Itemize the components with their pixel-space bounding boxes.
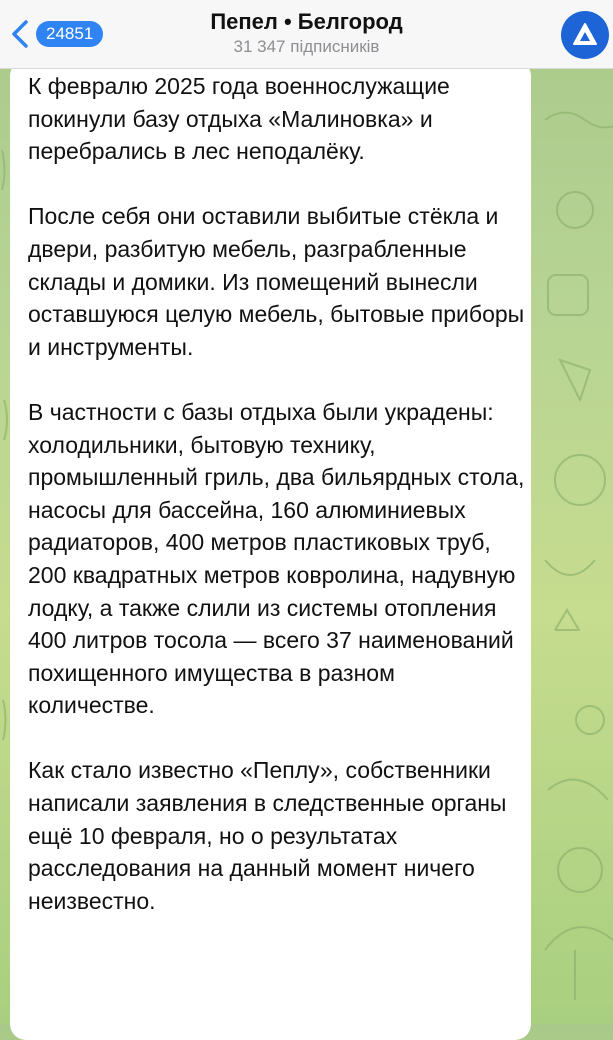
channel-title: Пепел • Белгород [210, 9, 403, 34]
channel-info[interactable] [0, 8, 613, 58]
message-paragraph: После себя они оставили выбитые стёкла и двери, разбитую мебель, разграбленные склады и домики. Из помещений вынесли оставшуюся целую мебель, бытовые приборы и инструменты. [28, 203, 525, 360]
message-paragraph: Как стало известно «Пеплу», собственники написали заявления в следственные органы ещё 10 февраля, но о результатах расследования на данный момент ничего неизвестно. [28, 757, 507, 914]
message-text [28, 70, 526, 950]
triangle-logo-icon [570, 20, 600, 50]
message-paragraph: В частности с базы отдыха были украдены: холодильники, бытовую технику, промышленный гриль, два бильярдных стола, насосы для бассейна, 160 алюминиевых радиаторов, 400 метров пластиковых труб, 200 квадратных метров ковролина, надувную лодку, а также слили из системы отопления 400 литров тосола — всего 37 наименований похищенного имущества в разном количестве. [28, 398, 525, 719]
unread-count-badge: 24851 [36, 21, 103, 47]
message-paragraph: К февралю 2025 года военнослужащие покинули базу отдыха «Малиновка» и перебрались в лес неподалёку. [28, 73, 450, 165]
channel-avatar[interactable] [561, 11, 609, 59]
subscriber-count: 31 347 підписників [233, 37, 380, 56]
chat-header [0, 0, 613, 69]
